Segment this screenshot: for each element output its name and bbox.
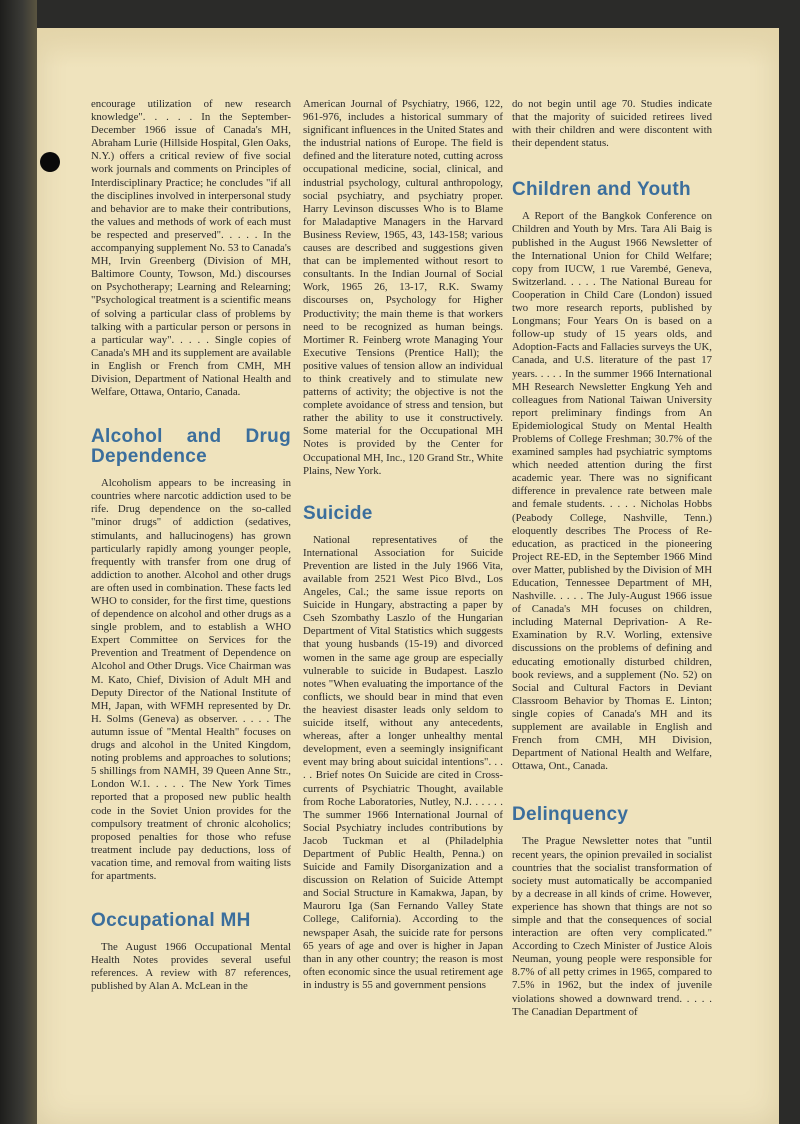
heading-suicide: Suicide (303, 502, 373, 524)
children-paragraph: A Report of the Bangkok Conference on Children and Youth by Mrs. Tara Ali Baig is published in the August 1966 Newsletter of the International Union for Child Welfare; copy from IUCW, 1 rue Varembé, Geneva, Switzerland. . . . . The National Bureau for Cooperation in Child Care (London) issued two more research reports, published by Longmans; Four Years On is based on a follow-up study of 15 years olds, and Adoption-Facts and Fallacies surveys the UK, Canada, and U.S. literature of the past 17 years. . . . . In the summer 1966 International MH Research Newsletter Engkung Yeh and colleagues from National Taiwan University report preliminary findings from An Epidemiological Study on Mental Health Problems of College Freshman; 30.7% of the examined samples had psychiatric symptoms which needed attention during the first academic year. There was no significant difference in prevalence rate between male and female students. . . . . Nicholas Hobbs (Peabody College, Nashville, Tenn.) eloquently describes The Process of Re-education, as practiced in the pioneering Project RE-ED, in the September 1966 Mind over Matter, published by the Division of MH Education, Tennessee Department of MH, Nashville. . . . . The July-August 1966 issue of Canada's MH focuses on children, including Maternal Deprivation- A Re-Examination by R.V. Worling, extensive discussions on the problems of defining and educating emotionally disturbed children, book reviews, and a supplement (No. 52) on Social and Cultural Factors in Deviant Classroom Behavior by Thomas E. Linton; single copies of Canada's MH and its supplement are available in English and French from CMH, MH Division, Department of National Health and Welfare, Ottawa, Ont., Canada. (512, 210, 712, 773)
right-intro-paragraph: do not begin until age 70. Studies indicate that the majority of suicided retirees lived with their children and were discontent with their dependent status. (512, 98, 712, 150)
page-fold-shadow (37, 28, 779, 68)
suicide-paragraph: National representatives of the International Association for Suicide Prevention are listed in the July 1966 Vita, available from 2521 West Pico Blvd., Los Angeles, Cal.; the same issue reports on Suicide in Hungary, abstracting a paper by Cseh Szombathy Laszlo of the Hungarian Department of Vital Statistics which suggests that young husbands (15-19) and divorced women in the same age group are especially vulnerable to suicide in Budapest. Laszlo notes "When evaluating the importance of the conflicts, we should bear in mind that even the heaviest disaster leads only seldom to suicide itself, without any antecedents, whereas, after a longer unhealthy mental development, even a seemingly insignificant event may bring about suicidal intentions". . . . . Brief notes On Suicide are cited in Cross-currents of Psychiatric Thought, available from Roche Laboratories, Nutley, N.J. . . . . . The summer 1966 International Journal of Social Psychiatry includes contributions by Jacob Tuckman et al (Philadelphia Department of Public Health, Penna.) on Suicide and Family Disorganization and a discussion on Relation of Suicide Attempt and Social Structure in Kamakwa, Japan, by Mauroru Iga (San Fernando Valley State College, California). According to the newspaper Asah, the suicide rate for persons 65 years of age and over is higher in Japan than in any other country; the reason is most often economic since the usual retirement age in industry is 55 and government pensions (303, 533, 503, 991)
column-middle (303, 98, 503, 992)
heading-alcohol-drug-dependence: Alcohol and Drug Dependence (91, 426, 291, 468)
alcohol-paragraph: Alcoholism appears to be increasing in countries where narcotic addiction used to be rife. Drug dependence on the so-called "minor drugs" of addiction (sedatives, stimulants, and hallucinogens) has grown particularly rapidly among younger people, frequently with transfer from one drug of addiction to another. Alcohol and other drugs are often used in combination. These facts led WHO to consider, for the first time, questions of dependence on alcohol and other drugs as a single problem, and to establish a WHO Expert Committee on Services for the Prevention and Treatment of Dependence on Alcohol and Other Drugs. Vice Chairman was M. Kato, Chief, Division of Adult MH and Deputy Director of the National Institute of MH, Japan, with WFMH represented by Dr. H. Solms (Geneva) as observer. . . . . The autumn issue of "Mental Health" focuses on drugs and alcohol in the United Kingdom, noting problems and approaches to solutions; 5 shillings from NAMH, 39 Queen Anne Str., London W.1. . . . . The New York Times reported that a proposed new public health code in the Soviet Union provides for the compulsory treatment of chronic alcoholics; proposed penalties for those who refuse treatment include pay deductions, loss of vacation time, and removal from waiting lists for apartments. (91, 477, 291, 882)
scan-right-edge (779, 28, 800, 1124)
left-intro-paragraph: encourage utilization of new research knowledge". . . . . In the September-December 1966 issue of Canada's MH, Abraham Lurie (Hillside Hospital, Glen Oaks, N.Y.) offers a critical review of five social work journals and comments on Principles of Interdisciplinary Practice; he concludes "if all the disciplines involved in interpersonal study and behavior are to make their contributions, the values and methods of work of each must be respected and preserved". . . . . In the accompanying supplement No. 53 to Canada's MH, Irvin Greenberg (Division of MH, Baltimore County, Towson, Md.) discourses on Psychotherapy; Learning and Relearning; "Psychological treatment is a scientific means of solving a particular class of problems by talking with a particular person or persons in a particular way". . . . . Single copies of Canada's MH and its supplement are available in English or French from CMH, MH Division, Department of National Health and Welfare, Ottawa, Ontario, Canada. (91, 98, 291, 399)
column-left (91, 98, 291, 993)
delinquency-paragraph: The Prague Newsletter notes that "until recent years, the opinion prevailed in socialist countries that the socialist transformation of society must automatically be accompanied by a decrease in all kinds of crime. However, experience has shown that things are not so simple and that the consequences of social interaction are often very complicated." According to Czech Minister of Justice Alois Neuman, young people were responsible for 8.7% of all petty crimes in 1965, compared to 7.5% in 1962, but the index of juvenile violations showed a downward trend. . . . . The Canadian Department of (512, 835, 712, 1018)
punch-hole (40, 152, 60, 172)
heading-delinquency: Delinquency (512, 804, 629, 826)
heading-occupational-mh: Occupational MH (91, 910, 251, 932)
column-right (512, 98, 712, 1019)
middle-intro-paragraph: American Journal of Psychiatry, 1966, 122, 961-976, includes a historical summary of significant influences in the United States and the industrial nations of Europe. The field is defined and the literature noted, cutting across occupational medicine, social, clinical, and industrial psychology, cultural anthropology, social psychiatry, and psychiatry proper. Harry Levinson discusses Who is to Blame for Maladaptive Managers in the Harvard Business Review, 1965, 43, 143-158; various causes are described and suggestions given that can be implemented without resort to consultants. In the Indian Journal of Social Work, 1965 26, 13-17, R.K. Swamy discourses on, Psychology for Higher Productivity; the main theme is that workers need to be recognized as human beings. Mortimer R. Feinberg wrote Managing Your Executive Tensions (Prentice Hall); the positive values of tension allow an individual to think creatively and to stimulate new patterns of activity; the objective is not the complete avoidance of stress and tension, but rather the ability to use it constructively. Some material for the Occupational MH Notes is provided by the Center for Occupational MH, Inc., 120 Grand Str., White Plains, New York. (303, 98, 503, 477)
occupational-paragraph: The August 1966 Occupational Mental Health Notes provides several useful references. A review with 87 references, published by Alan A. McLean in the (91, 941, 291, 993)
scan-left-edge (0, 0, 37, 1124)
heading-children-youth: Children and Youth (512, 179, 691, 201)
